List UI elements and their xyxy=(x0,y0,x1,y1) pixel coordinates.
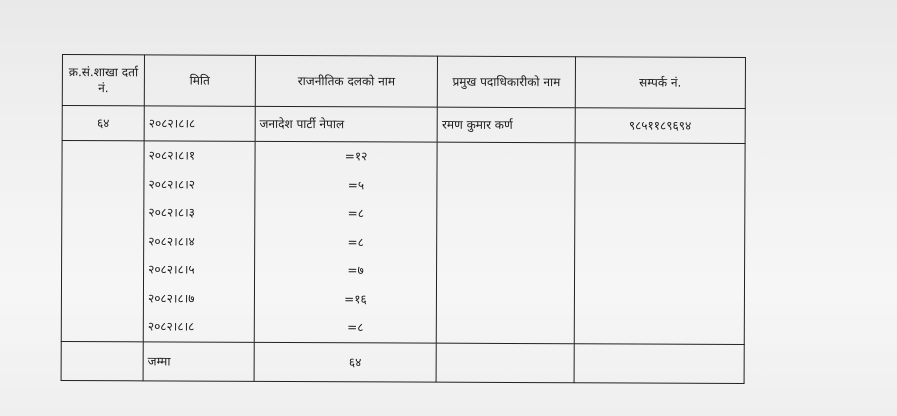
header-party-name: राजनीतिक दलको नाम xyxy=(255,55,438,107)
daily-count: =८ xyxy=(347,234,364,249)
daily-count: =५ xyxy=(347,177,365,192)
daily-date: २०८२।८।७ xyxy=(147,290,195,306)
party-cell: जनादेश पार्टी नेपाल xyxy=(255,106,438,142)
total-row xyxy=(61,341,744,383)
empty-cell xyxy=(437,142,575,343)
party-registration-table xyxy=(61,54,746,383)
empty-cell xyxy=(436,343,574,383)
daily-count: =१२ xyxy=(344,149,368,164)
daily-date: २०८२।८।१ xyxy=(148,148,196,163)
daily-date: २०८२।८।४ xyxy=(148,233,195,249)
daily-count: =८ xyxy=(347,206,365,221)
empty-cell xyxy=(61,341,143,380)
total-label: जम्मा xyxy=(143,341,254,380)
header-contact: सम्पर्क नं. xyxy=(575,57,746,109)
header-row xyxy=(62,55,745,109)
daily-date: २०८२।८।५ xyxy=(148,262,195,277)
daily-dates-cell xyxy=(143,141,255,342)
official-cell: रमण कुमार कर्ण xyxy=(437,107,575,143)
daily-count: =८ xyxy=(347,320,364,335)
contact-cell: ९८५११८९६९४ xyxy=(575,108,745,144)
daily-count: =७ xyxy=(347,263,364,278)
date-cell: २०८२।८।८ xyxy=(144,106,255,141)
daily-breakdown-row xyxy=(61,141,745,344)
daily-counts-cell xyxy=(254,141,437,342)
header-date: मिति xyxy=(144,55,255,106)
daily-count: =१६ xyxy=(344,291,367,306)
daily-date: २०८२।८।३ xyxy=(148,205,195,220)
total-value: ६४ xyxy=(254,342,437,382)
daily-date: २०८२।८।२ xyxy=(148,176,196,192)
empty-cell xyxy=(61,141,144,342)
daily-date: २०८२।८।८ xyxy=(147,319,195,334)
header-serial: क्र.सं.शाखा दर्ता नं. xyxy=(62,55,144,106)
empty-cell xyxy=(574,143,745,344)
serial-cell: ६४ xyxy=(62,106,144,141)
header-official-name: प्रमुख पदाधिकारीको नाम xyxy=(438,56,576,108)
empty-cell xyxy=(574,343,744,383)
table-row xyxy=(62,106,745,144)
